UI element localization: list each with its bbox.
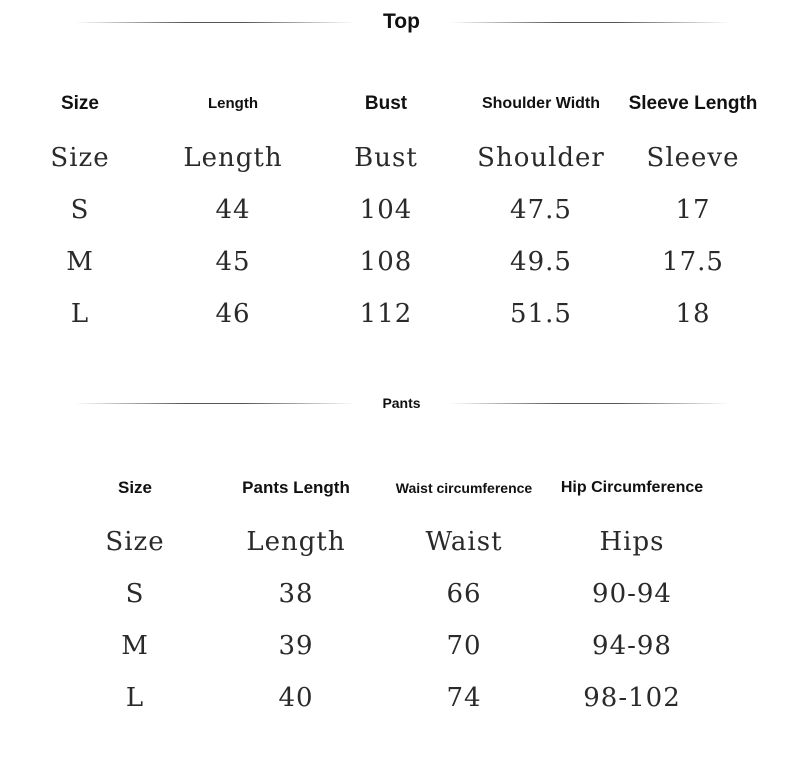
- divider-line-right: [449, 403, 729, 404]
- table-row: [0, 190, 803, 230]
- cell: 51.5: [510, 299, 572, 329]
- cell: 40: [278, 683, 314, 713]
- top-section-title: [0, 10, 803, 34]
- top-header-row: [0, 84, 803, 124]
- cell: 17: [675, 195, 711, 225]
- cell: Hips: [599, 527, 665, 557]
- cell: L: [125, 683, 145, 713]
- pants-header-row: [0, 468, 803, 508]
- header-bust: Bust: [364, 93, 408, 114]
- divider-line-right: [449, 22, 729, 23]
- cell: 66: [446, 579, 482, 609]
- cell: S: [70, 195, 90, 225]
- cell: 38: [278, 579, 314, 609]
- header-size: Size: [117, 478, 153, 497]
- cell: Bust: [354, 143, 418, 173]
- cell: Length: [246, 527, 346, 557]
- cell: S: [125, 579, 145, 609]
- cell: 74: [446, 683, 482, 713]
- header-pants-length: Pants Length: [242, 478, 350, 497]
- cell: 108: [359, 247, 413, 277]
- cell: 47.5: [510, 195, 572, 225]
- cell: 94-98: [592, 631, 672, 661]
- cell: 70: [446, 631, 482, 661]
- cell: Length: [183, 143, 283, 173]
- table-row: [0, 678, 803, 718]
- table-row: [0, 242, 803, 282]
- cell: 112: [359, 299, 413, 329]
- cell: 46: [215, 299, 251, 329]
- cell: 39: [278, 631, 314, 661]
- header-shoulder-width: Shoulder Width: [481, 95, 601, 112]
- cell: 49.5: [510, 247, 572, 277]
- header-size: Size: [60, 93, 100, 114]
- cell: M: [121, 631, 149, 661]
- pants-section-title: [0, 395, 803, 411]
- cell: Sleeve: [646, 143, 740, 173]
- header-sleeve-length: Sleeve Length: [628, 93, 758, 114]
- cell: Shoulder: [477, 143, 605, 173]
- cell: Waist: [425, 527, 503, 557]
- cell: 44: [215, 195, 251, 225]
- cell: 18: [675, 299, 711, 329]
- cell: Size: [50, 143, 110, 173]
- cell: Size: [105, 527, 165, 557]
- cell: 45: [215, 247, 251, 277]
- cell: M: [66, 247, 94, 277]
- table-row: [0, 138, 803, 178]
- table-row: [0, 626, 803, 666]
- header-waist-circumference: Waist circumference: [395, 480, 533, 496]
- table-row: [0, 294, 803, 334]
- pants-size-table: [0, 468, 803, 728]
- cell: 90-94: [592, 579, 672, 609]
- table-row: [0, 522, 803, 562]
- header-length: Length: [208, 95, 258, 112]
- pants-title-label: Pants: [382, 395, 421, 411]
- cell: 17.5: [662, 247, 724, 277]
- divider-line-left: [75, 403, 355, 404]
- table-row: [0, 574, 803, 614]
- divider-line-left: [75, 22, 355, 23]
- top-size-table: [0, 84, 803, 344]
- header-hip-circumference: Hip Circumference: [560, 479, 704, 496]
- cell: 104: [359, 195, 413, 225]
- cell: L: [70, 299, 90, 329]
- top-title-label: Top: [383, 10, 420, 33]
- cell: 98-102: [583, 683, 681, 713]
